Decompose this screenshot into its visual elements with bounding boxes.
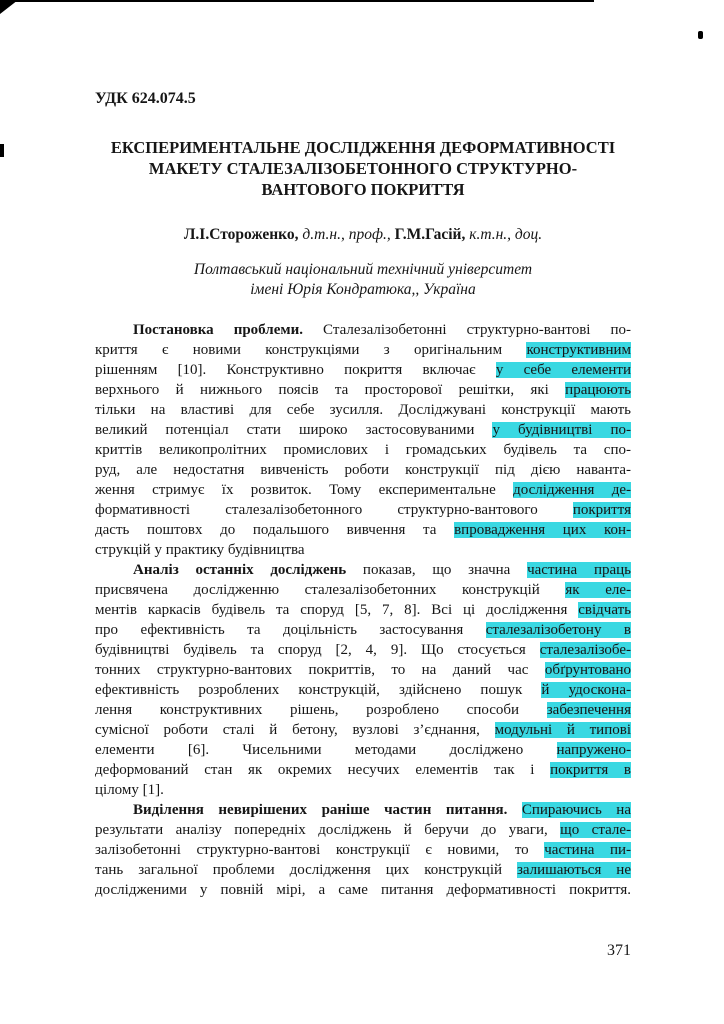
text-run: Постановка проблеми.: [133, 322, 303, 338]
scan-artifact-top-right: [698, 31, 703, 39]
paper-title: [95, 137, 631, 200]
text-line: [95, 640, 631, 660]
highlighted-text: що стале-: [560, 822, 631, 838]
text-line: [95, 560, 631, 580]
text-line: [95, 840, 631, 860]
text-run: Аналіз останніх досліджень: [133, 562, 347, 578]
text-run: тань загальної проблеми дослідження цих конструкцій: [95, 862, 517, 878]
text-line: [95, 520, 631, 540]
text-run: к.т.н., доц.: [465, 226, 543, 243]
text-line: [95, 740, 631, 760]
text-line: [95, 360, 631, 380]
text-line: [95, 620, 631, 640]
text-line: [95, 460, 631, 480]
text-line: [95, 660, 631, 680]
text-run: струкцій у практику будівництва: [95, 542, 305, 558]
text-line: [95, 880, 631, 900]
text-run: Виділення невирішених раніше частин питання.: [133, 802, 522, 818]
text-run: про ефективність та доцільність застосування: [95, 622, 486, 638]
highlighted-text: й удоскона-: [541, 682, 631, 698]
highlighted-text: впровадження цих кон-: [454, 522, 631, 538]
scan-artifact-top-line: [0, 0, 594, 2]
text-line: [95, 480, 631, 500]
text-run: результати аналізу попередніх досліджень й беручи до уваги,: [95, 822, 561, 838]
highlighted-text: як еле-: [565, 582, 631, 598]
highlighted-text: у себе елементи: [495, 362, 631, 378]
highlighted-text: Спираючись на: [521, 802, 631, 818]
text-line: [95, 600, 631, 620]
highlighted-text: напружено-: [556, 742, 631, 758]
highlighted-text: залишаються не: [516, 862, 631, 878]
text-line: [95, 420, 631, 440]
text-line: [95, 500, 631, 520]
scan-artifact-top-left-corner: [0, 0, 18, 14]
paragraph: [95, 320, 631, 560]
highlighted-text: обґрунтовано: [544, 662, 631, 678]
highlighted-text: свідчать: [578, 602, 631, 618]
affiliation: [95, 260, 631, 300]
text-run: верхнього й нижнього поясів та просторової решітки, які: [95, 382, 566, 398]
text-run: ження стримує їх розвиток. Тому експериментальне: [95, 482, 514, 498]
highlighted-text: працюють: [565, 382, 631, 398]
text-run: тільки на властиві для себе зусилля. Досліджувані конструкції мають: [95, 402, 631, 418]
highlighted-text: сталезалізобетону в: [485, 622, 631, 638]
text-line: [95, 400, 631, 420]
affiliation-line: імені Юрія Кондратюка,, Україна: [250, 281, 476, 298]
highlighted-text: частина пи-: [544, 842, 631, 858]
text-run: криттів великопролітних промислових і громадських будівель та спо-: [95, 442, 631, 458]
title-line: МАКЕТУ СТАЛЕЗАЛІЗОБЕТОННОГО СТРУКТУРНО-: [148, 159, 578, 178]
text-run: Л.І.Стороженко,: [183, 226, 299, 243]
text-run: ментів каркасів будівель та споруд [5, 7, 8]. Всі ці дослідження: [95, 602, 579, 618]
text-run: ефективність розроблених конструкцій, здійснено пошук: [95, 682, 542, 698]
text-run: тонних структурно-вантових покриттів, то на даний час: [95, 662, 545, 678]
text-run: будівництві будівель та споруд [2, 4, 9]. Що стосується: [95, 642, 540, 658]
highlighted-text: частина праць: [527, 562, 631, 578]
text-run: елементи [6]. Чисельними методами досліджено: [95, 742, 557, 758]
text-line: [95, 540, 631, 560]
text-run: Сталезалізобетонні структурно-вантові по-: [303, 322, 631, 338]
paragraph: [95, 560, 631, 800]
highlighted-text: у будівництві по-: [492, 422, 631, 438]
text-line: [95, 720, 631, 740]
highlighted-text: модульні й типові: [494, 722, 631, 738]
text-line: [95, 780, 631, 800]
authors-line: [95, 224, 631, 245]
title-line: ВАНТОВОГО ПОКРИТТЯ: [261, 180, 465, 199]
udc-code: УДК 624.074.5: [95, 90, 196, 107]
text-run: руд, але недостатня вивченість роботи конструкції під дією наванта-: [95, 462, 631, 478]
highlighted-text: дослідження де-: [513, 482, 631, 498]
body-text: [95, 320, 631, 900]
highlighted-text: конструктивним: [526, 342, 631, 358]
text-run: Г.М.Гасій,: [394, 226, 466, 243]
text-line: [95, 440, 631, 460]
highlighted-text: сталезалізобе-: [539, 642, 631, 658]
paragraph: [95, 800, 631, 900]
text-run: рішенням [10]. Конструктивно покриття включає: [95, 362, 496, 378]
text-run: дослідженими у повній мірі, а саме питання деформативності покриття.: [95, 882, 631, 898]
text-run: д.т.н., проф.,: [298, 226, 395, 243]
title-line: ЕКСПЕРИМЕНТАЛЬНЕ ДОСЛІДЖЕННЯ ДЕФОРМАТИВНОСТІ: [110, 138, 616, 157]
text-run: присвячена дослідженню сталезалізобетонних конструкцій: [95, 582, 566, 598]
text-run: криття є новими конструкціями з оригінальним: [95, 342, 527, 358]
text-line: [95, 380, 631, 400]
highlighted-text: забезпечення: [546, 702, 631, 718]
text-run: сумісної роботи сталі й бетону, вузлові з’єднання,: [95, 722, 495, 738]
page-content: [95, 88, 631, 900]
text-run: залізобетонні структурно-вантові конструкції є новими, то: [95, 842, 545, 858]
text-run: великий потенціал стати широко застосовуваними: [95, 422, 493, 438]
text-run: цілому [1].: [95, 782, 164, 798]
text-line: [95, 800, 631, 820]
page-number: 371: [607, 942, 631, 959]
highlighted-text: покриття: [572, 502, 631, 518]
text-run: лення конструктивних рішень, розроблено способи: [95, 702, 547, 718]
text-line: [95, 580, 631, 600]
scan-artifact-left-edge: [0, 144, 4, 157]
text-run: дасть поштовх до подальшого вивчення та: [95, 522, 455, 538]
highlighted-text: покриття в: [550, 762, 631, 778]
text-line: [95, 320, 631, 340]
text-line: [95, 680, 631, 700]
text-run: формативності сталезалізобетонного структурно-вантового: [95, 502, 573, 518]
text-line: [95, 820, 631, 840]
text-run: деформований стан як окремих несучих елементів так і: [95, 762, 551, 778]
text-line: [95, 760, 631, 780]
text-line: [95, 860, 631, 880]
text-run: показав, що значна: [346, 562, 528, 578]
text-line: [95, 700, 631, 720]
affiliation-line: Полтавський національний технічний університет: [193, 261, 533, 278]
text-line: [95, 340, 631, 360]
